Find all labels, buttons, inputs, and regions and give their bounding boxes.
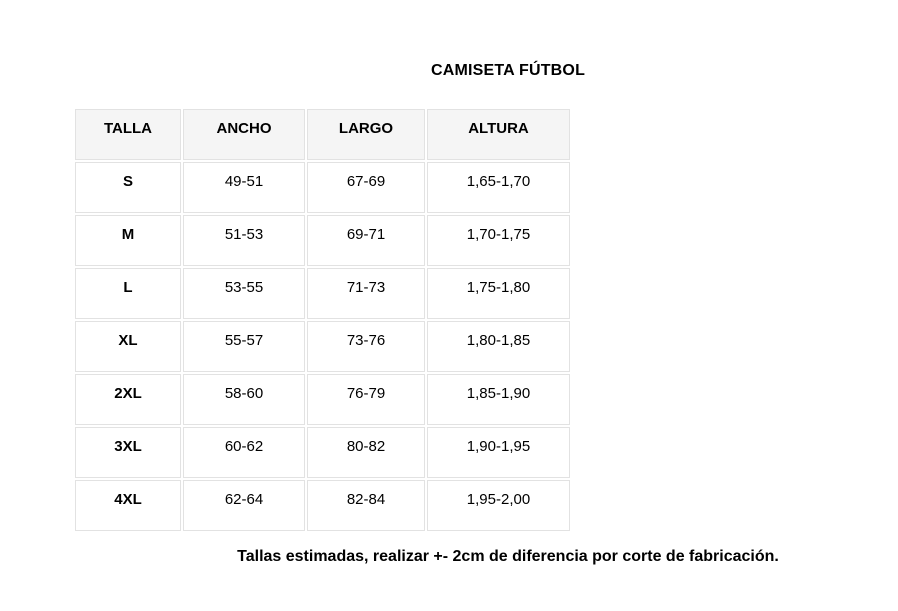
table-header-row — [75, 109, 570, 160]
size-cell-ancho: 58-60 — [183, 374, 305, 425]
size-cell-ancho: 62-64 — [183, 480, 305, 531]
page-title: CAMISETA FÚTBOL — [430, 62, 586, 79]
size-cell-ancho: 51-53 — [183, 215, 305, 266]
table-row — [75, 374, 570, 425]
header-cell-talla: TALLA — [75, 109, 181, 160]
size-cell-largo: 76-79 — [307, 374, 425, 425]
header-cell-altura: ALTURA — [427, 109, 570, 160]
size-cell-ancho: 60-62 — [183, 427, 305, 478]
size-cell-talla: M — [75, 215, 181, 266]
table-row — [75, 162, 570, 213]
size-cell-altura: 1,95-2,00 — [427, 480, 570, 531]
table-row — [75, 215, 570, 266]
header-cell-largo: LARGO — [307, 109, 425, 160]
size-cell-talla: 3XL — [75, 427, 181, 478]
size-cell-largo: 73-76 — [307, 321, 425, 372]
footnote-text: Tallas estimadas, realizar +- 2cm de diferencia por corte de fabricación. — [237, 548, 779, 565]
size-cell-altura: 1,80-1,85 — [427, 321, 570, 372]
size-cell-altura: 1,65-1,70 — [427, 162, 570, 213]
header-cell-ancho: ANCHO — [183, 109, 305, 160]
size-cell-altura: 1,75-1,80 — [427, 268, 570, 319]
size-cell-altura: 1,90-1,95 — [427, 427, 570, 478]
size-table — [73, 107, 572, 533]
size-cell-ancho: 53-55 — [183, 268, 305, 319]
size-cell-ancho: 49-51 — [183, 162, 305, 213]
size-cell-largo: 82-84 — [307, 480, 425, 531]
size-cell-talla: 4XL — [75, 480, 181, 531]
size-cell-altura: 1,85-1,90 — [427, 374, 570, 425]
size-cell-talla: L — [75, 268, 181, 319]
size-cell-ancho: 55-57 — [183, 321, 305, 372]
table-row — [75, 321, 570, 372]
size-cell-largo: 71-73 — [307, 268, 425, 319]
size-cell-talla: 2XL — [75, 374, 181, 425]
table-row — [75, 480, 570, 531]
size-cell-talla: XL — [75, 321, 181, 372]
size-cell-largo: 69-71 — [307, 215, 425, 266]
size-cell-talla: S — [75, 162, 181, 213]
size-cell-largo: 80-82 — [307, 427, 425, 478]
size-cell-altura: 1,70-1,75 — [427, 215, 570, 266]
size-cell-largo: 67-69 — [307, 162, 425, 213]
table-row — [75, 268, 570, 319]
table-row — [75, 427, 570, 478]
